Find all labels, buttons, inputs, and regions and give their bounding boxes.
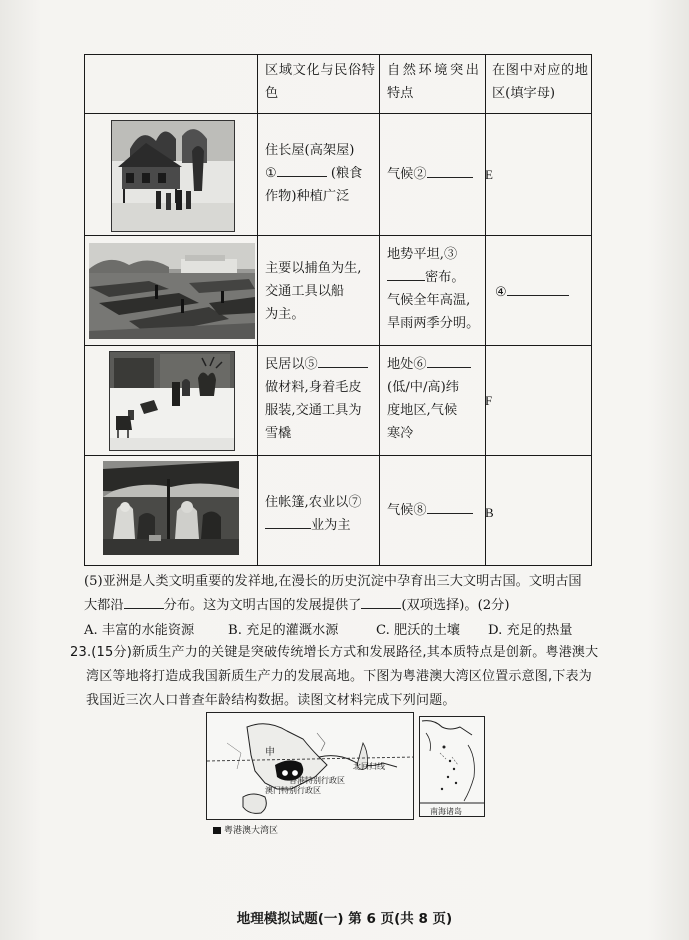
question-23-line1: 23.(15分)新质生产力的关键是突破传统增长方式和发展路径,其本质特点是创新。粤港澳大 <box>70 645 599 660</box>
row1-culture-line: 作物)种植广泛 <box>265 189 350 204</box>
label-province: 申 <box>265 747 275 758</box>
row1-culture <box>265 139 375 208</box>
row3-env-line: 度地区,气候 <box>387 403 458 418</box>
row4-region: B <box>485 505 494 520</box>
row3-culture-line: 做材料,身着毛皮 <box>265 380 362 395</box>
question-23-line2: 湾区等地将打造成我国新质生产力的发展高地。下图为粤港澳大湾区位置示意图,下表为 <box>86 669 592 684</box>
answer-blank-8[interactable] <box>427 499 473 514</box>
south-china-sea-inset-map <box>419 716 485 817</box>
legend-swatch <box>213 827 221 834</box>
option-c[interactable]: C. 肥沃的土壤 <box>376 623 460 638</box>
label-south-china-sea-islands: 南海诸岛 <box>430 807 462 816</box>
option-b[interactable]: B. 充足的灌溉水源 <box>228 623 339 638</box>
photo-tent <box>103 461 239 555</box>
row2-culture-line: 为主。 <box>265 307 305 322</box>
photo-boats <box>89 243 255 339</box>
row4-environment: 气候⑧ <box>387 499 483 522</box>
row3-env-line: 地处⑥ <box>387 353 483 376</box>
answer-blank-2[interactable] <box>427 163 473 178</box>
row3-env-line: (低/中/高)纬 <box>387 380 459 395</box>
row3-culture <box>265 353 375 445</box>
label-tropic-of-cancer: 北回归线 <box>353 762 385 771</box>
option-d[interactable]: D. 充足的热量 <box>488 623 573 638</box>
row1-culture-line: 住长屋(高架屋) <box>265 143 355 158</box>
table-col-divider <box>379 55 380 565</box>
label-hong-kong: 香港特别行政区 <box>289 776 345 785</box>
row1-culture-line: ① (粮食 <box>265 162 375 185</box>
table-col-divider <box>257 55 258 565</box>
row2-env-line: 气候全年高温, <box>387 293 471 308</box>
photo-longhouse <box>111 120 235 232</box>
question-5-line2: 大都沿 分布。这为文明古国的发展提供了 (双项选择)。(2分) <box>84 594 509 617</box>
row1-region: E <box>485 167 493 182</box>
label-macau: 澳门特别行政区 <box>265 786 321 795</box>
inset-drawing <box>420 717 485 817</box>
table-row-divider <box>85 113 591 114</box>
row3-culture-line: 服装,交通工具为 <box>265 403 362 418</box>
row2-culture-line: 交通工具以船 <box>265 284 345 299</box>
answer-blank-5[interactable] <box>318 353 368 368</box>
row3-env-line: 寒冷 <box>387 426 414 441</box>
table-row-divider <box>85 235 591 236</box>
table-row-divider <box>85 345 591 346</box>
row2-region: ④ <box>495 281 591 304</box>
photo-reindeer-sled <box>109 351 235 451</box>
row4-culture-line: 住帐篷,农业以⑦ <box>265 495 362 510</box>
row3-region: F <box>485 393 493 408</box>
row2-culture-line: 主要以捕鱼为生, <box>265 261 362 276</box>
row2-env-line: 旱雨两季分明。 <box>387 316 480 331</box>
culture-environment-table <box>84 54 592 566</box>
table-row-divider <box>85 455 591 456</box>
header-environment: 自然环境突出特点 <box>387 63 479 101</box>
answer-blank-q5a[interactable] <box>124 594 164 609</box>
question-23-line3: 我国近三次人口普查年龄结构数据。读图文材料完成下列问题。 <box>86 693 456 708</box>
row4-culture-line: 业为主 <box>265 514 375 537</box>
header-culture: 区域文化与民俗特色 <box>265 63 375 101</box>
row3-environment <box>387 353 483 445</box>
row2-culture <box>265 257 375 326</box>
answer-blank-6[interactable] <box>427 353 471 368</box>
row1-environment: 气候② <box>387 163 483 186</box>
header-region: 在图中对应的地区(填字母) <box>492 63 588 101</box>
answer-blank-1[interactable] <box>277 162 327 177</box>
option-a[interactable]: A. 丰富的水能资源 <box>84 623 195 638</box>
answer-blank-q5b[interactable] <box>361 594 401 609</box>
greater-bay-area-map <box>206 712 414 820</box>
map-legend <box>213 823 278 836</box>
legend-label: 粤港澳大湾区 <box>224 826 279 836</box>
row2-env-line: 密布。 <box>387 266 483 289</box>
question-5-line1: (5)亚洲是人类文明重要的发祥地,在漫长的历史沉淀中孕育出三大文明古国。文明古国 <box>84 574 582 589</box>
answer-blank-7[interactable] <box>265 514 311 529</box>
row2-environment <box>387 243 483 335</box>
answer-blank-3[interactable] <box>387 266 425 281</box>
row3-culture-line: 民居以⑤ <box>265 353 375 376</box>
answer-blank-4[interactable] <box>507 281 569 296</box>
row3-culture-line: 雪橇 <box>265 426 292 441</box>
page-footer: 地理模拟试题(一) 第 6 页(共 8 页) <box>236 911 453 927</box>
row2-env-line: 地势平坦,③ <box>387 247 458 262</box>
row4-culture <box>265 491 375 537</box>
table-col-divider <box>485 55 486 565</box>
